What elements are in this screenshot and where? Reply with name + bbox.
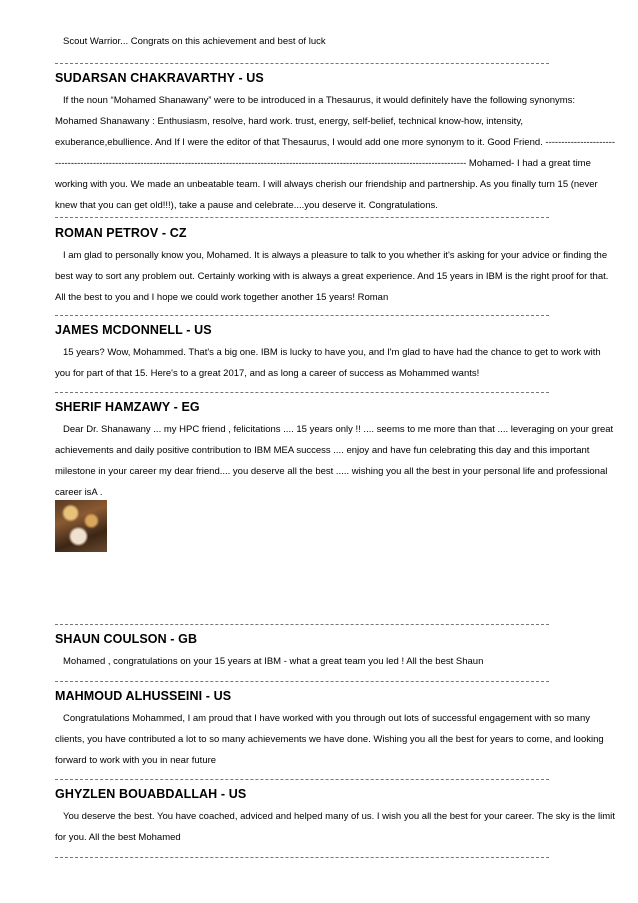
- entry-author-name: GHYZLEN BOUABDALLAH - US: [55, 787, 247, 801]
- entry-author-name: MAHMOUD ALHUSSEINI - US: [55, 689, 232, 703]
- entry-message: 15 years? Wow, Mohammed. That's a big one. IBM is lucky to have you, and I'm glad to have had the chance to get to work with you for part of that 15. Here's to a great 2017, and as long a career of success as Mohammed wants!: [55, 347, 601, 379]
- entry-message: Dear Dr. Shanawany ... my HPC friend , felicitations .... 15 years only !! .... seems to me more than that .... leveraging on your great achievements and daily positive contribution to IBM MEA success .... enjoy and have fun celebrating this day and this important milestone in your career my dear friend.... you deserve all the best ..... wishing you all the best in your personal life and professional career isA .: [55, 424, 614, 498]
- separator-line: [55, 63, 549, 64]
- entry-message: If the noun “Mohamed Shanawany” were to be introduced in a Thesaurus, it would definitely have the following synonyms: Mohamed Shanawany : Enthusiasm, resolve, hard work. trust, energy, self-belief, technical know-how, intensity, exuberance,ebullience. And If I were the editor of that Thesaurus, I would add one more synonym to it. Good Friend. -------------------------------------------------------------------------------------------------------------------------------------------------------- Mohamed- I had a great time working with you. We made an unbeatable team. I will always cherish our friendship and partnership. As you finally turn 15 (never knew that you can get old!!!), take a pause and celebrate....you deserve it. Congratulations.: [55, 95, 616, 211]
- entry-message: You deserve the best. You have coached, adviced and helped many of us. I wish you all the best for your career. The sky is the limit for you. All the best Mohamed: [55, 811, 615, 843]
- entry-author-name: SHERIF HAMZAWY - EG: [55, 400, 200, 414]
- separator-line: [55, 857, 549, 858]
- entry-author-name: SUDARSAN CHAKRAVARTHY - US: [55, 71, 264, 85]
- attached-photo: [55, 500, 107, 552]
- separator-line: [55, 217, 549, 218]
- entry-message: Mohamed , congratulations on your 15 years at IBM - what a great team you led ! All the best Shaun: [63, 656, 484, 667]
- entry-author-name: SHAUN COULSON - GB: [55, 632, 198, 646]
- intro-message: Scout Warrior... Congrats on this achievement and best of luck: [63, 36, 326, 47]
- entry-author-name: ROMAN PETROV - CZ: [55, 226, 187, 240]
- separator-line: [55, 624, 549, 625]
- separator-line: [55, 779, 549, 780]
- entry-message: Congratulations Mohammed, I am proud that I have worked with you through out lots of successful engagement with so many clients, you have contributed a lot to so many achievements we have done. Wishing you all the best for years to come, and looking forward to work with you in near future: [55, 713, 604, 766]
- separator-line: [55, 392, 549, 393]
- entry-message: I am glad to personally know you, Mohamed. It is always a pleasure to talk to you whether it's asking for your advice or finding the best way to sort any problem out. Certainly working with is always a great experience. And 15 years in IBM is the right proof for that. All the best to you and I hope we could work together another 15 years! Roman: [55, 250, 609, 303]
- entry-author-name: JAMES MCDONNELL - US: [55, 323, 212, 337]
- separator-line: [55, 681, 549, 682]
- separator-line: [55, 315, 549, 316]
